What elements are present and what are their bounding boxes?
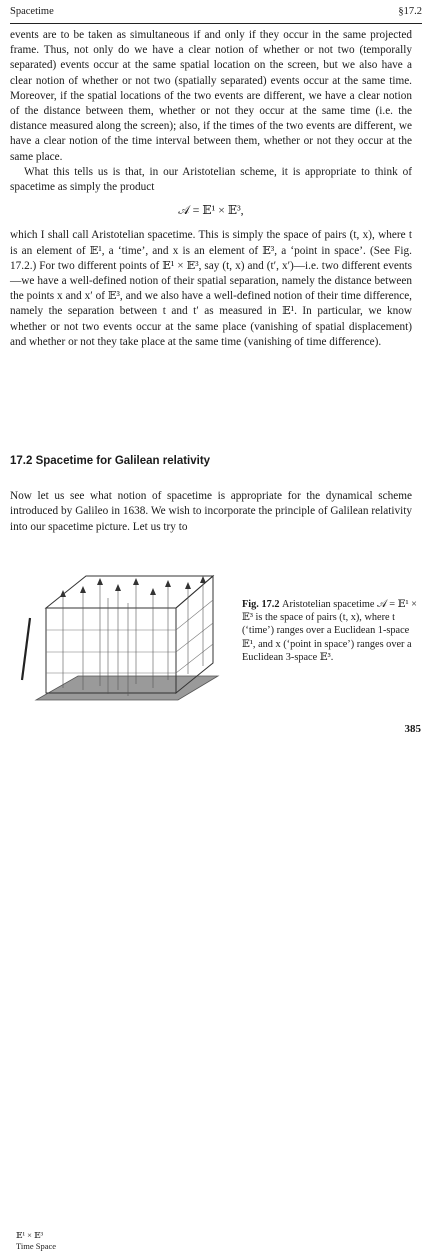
paragraph-2: What this tells us is that, in our Aristotelian scheme, it is appropriate to think of spacetime as simply the product xyxy=(10,165,412,194)
figure-number: Fig. 17.2 xyxy=(242,599,283,610)
paragraph-3: which I shall call Aristotelian spacetime. This is simply the space of pairs (t, x), where t is an element of 𝔼¹, a ‘time’, and x is an element of 𝔼³, a ‘point in space’. (See Fig. 17.2.) For two different points of 𝔼¹ × 𝔼³, say (t, x) and (t′, x′)—i.e. two different events—we have a well-defined notion of their spatial separation, namely the distance between the points x and x′ of 𝔼³, and we also have a well-defined notion of their time difference, namely the separation between t and t′ as measured in 𝔼¹. In particular, we know whether or not two events occur at the same place (vanishing of spatial displacement) and whether or not they take place at the same time (vanishing of time difference). xyxy=(10,229,412,348)
paragraph-4: Now let us see what notion of spacetime is appropriate for the dynamical scheme introduced by Galileo in 1638. We wish to incorporate the principle of Galilean relativity into our spacetime picture. Let us try to xyxy=(10,490,412,533)
time-space-label: Time Space xyxy=(16,1241,57,1251)
page-number: 385 xyxy=(404,723,421,735)
spacetime-box-illustration xyxy=(8,548,243,728)
section-number: §17.2 xyxy=(398,6,422,17)
running-header xyxy=(10,6,422,24)
section-heading: 17.2 Spacetime for Galilean relativity xyxy=(10,455,211,467)
body-text xyxy=(10,28,412,350)
figure-axis-label xyxy=(16,1230,56,1252)
equation-aristotelian-spacetime: 𝒜 = 𝔼¹ × 𝔼³, xyxy=(178,203,244,218)
figure-17-2 xyxy=(8,548,243,1251)
paragraph-1: events are to be taken as simultaneous if and only if they occur in the same projected frame. Thus, not only do we have a clear notion of whether or not two (temporally separated) events occur at the same spatial location on the screen, but we also have a clear notion of whether or not two (spatially separated) events occur at the same time. Moreover, if the spatial locations of the two events are different, we have a clear notion of the distance between them, whether or not they occur at the same time (i.e. the distance measured along the screen); also, if the times of the two events are different, we have a clear notion of the time interval between them, whether or not they occur at the same place. xyxy=(10,29,412,163)
chapter-title: Spacetime xyxy=(10,6,54,17)
section-body xyxy=(10,478,412,546)
time-axis xyxy=(22,618,30,680)
caption-text: Aristotelian spacetime 𝒜 = 𝔼¹ × 𝔼³ is the space of pairs (t, x), where t (‘time’) ranges over a Euclidean 1-space 𝔼¹, and x (‘point in space’) ranges over a Euclidean 3-space 𝔼³. xyxy=(242,599,417,663)
figure-caption xyxy=(242,598,417,664)
product-space-label: 𝔼¹ × 𝔼³ xyxy=(16,1230,44,1240)
